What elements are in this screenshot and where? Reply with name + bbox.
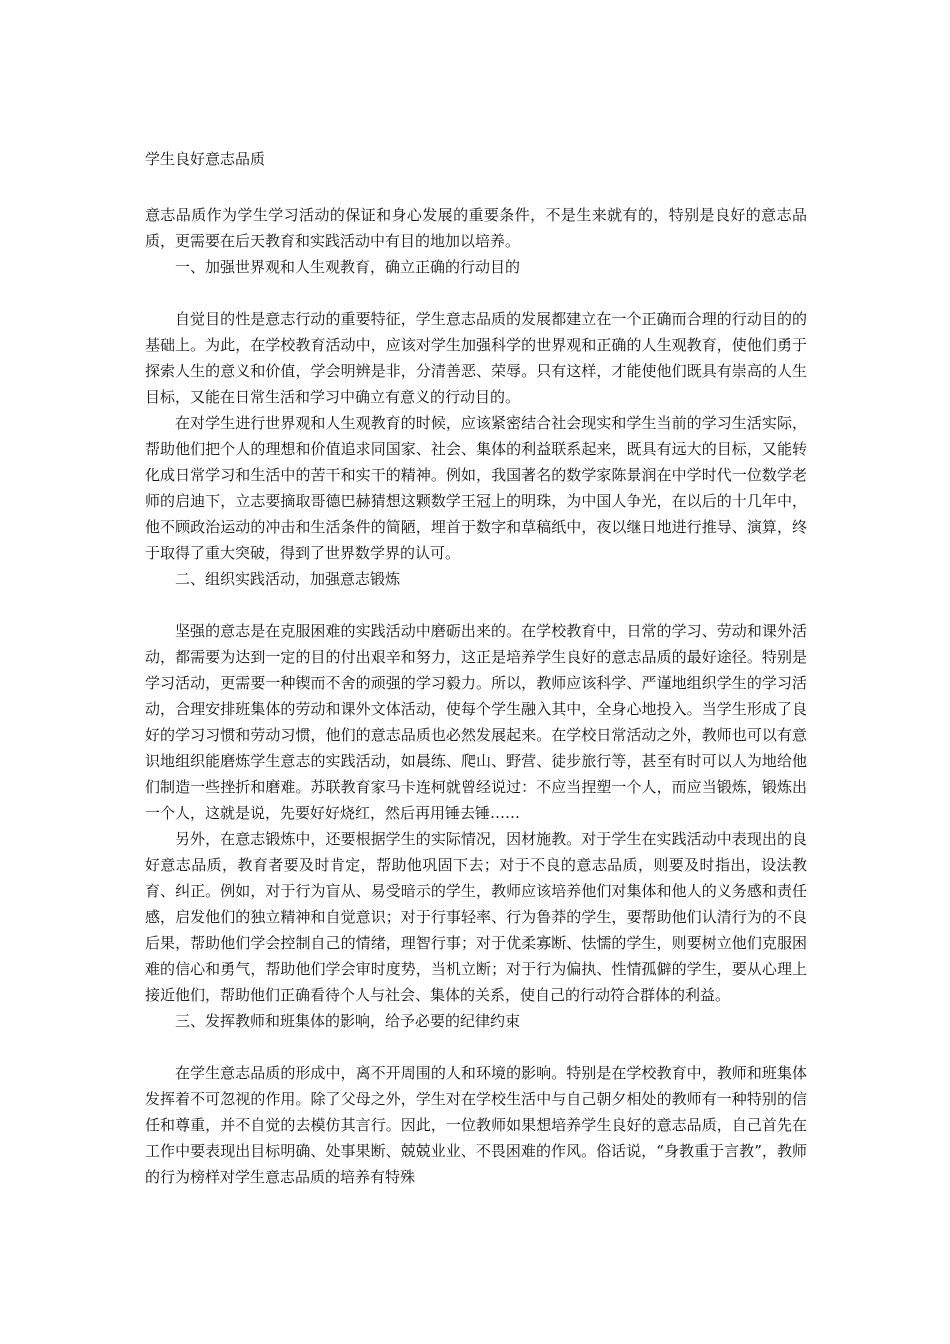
section-heading-2: 二、组织实践活动，加强意志锻炼	[175, 570, 401, 588]
paragraph: 坚强的意志是在克服困难的实践活动中磨砺出来的。在学校教育中，日常的学习、劳动和课外活动，都需要为达到一定的目的付出艰辛和努力，这正是培养学生良好的意志品质的最好途径。特别是学习活动，更需要一种锲而不舍的顽强的学习毅力。所以，教师应该科学、严谨地组织学生的学习活动，合理安排班集体的劳动和课外文体活动，使每个学生融入其中，全身心地投入。当学生形成了良好的学习习惯和劳动习惯，他们的意志品质也必然发展起来。在学校日常活动之外，教师也可以有意识地组织能磨炼学生意志的实践活动，如晨练、爬山、野营、徒步旅行等，甚至有时可以人为地给他们制造一些挫折和磨难。苏联教育家马卡连柯就曾经说过：不应当捏塑一个人，而应当锻炼，锻炼出一个人，这就是说，先要好好烧红，然后再用锤去锤……	[145, 622, 807, 822]
paragraph-intro: 意志品质作为学生学习活动的保证和身心发展的重要条件，不是生来就有的，特别是良好的意志品质，更需要在后天教育和实践活动中有目的地加以培养。	[145, 206, 807, 250]
paragraph: 自觉目的性是意志行动的重要特征，学生意志品质的发展都建立在一个正确而合理的行动目的的基础上。为此，在学校教育活动中，应该对学生加强科学的世界观和正确的人生观教育，使他们勇于探索人生的意义和价值，学会明辨是非，分清善恶、荣辱。只有这样，才能使他们既具有崇高的人生目标，又能在日常生活和学习中确立有意义的行动目的。	[145, 310, 807, 406]
paragraph: 在学生意志品质的形成中，离不开周围的人和环境的影响。特别是在学校教育中，教师和班集体发挥着不可忽视的作用。除了父母之外，学生对在学校生活中与自己朝夕相处的教师有一种特别的信任和尊重，并不自觉的去模仿其言行。因此，一位教师如果想培养学生良好的意志品质，自己首先在工作中要表现出目标明确、处事果断、兢兢业业、不畏困难的作风。俗话说，“身教重于言教”，教师的行为榜样对学生意志品质的培养有特殊	[145, 1064, 807, 1186]
paragraph: 在对学生进行世界观和人生观教育的时候，应该紧密结合社会现实和学生当前的学习生活实际，帮助他们把个人的理想和价值追求同国家、社会、集体的利益联系起来，既具有远大的目标，又能转化成日常学习和生活中的苦干和实干的精神。例如，我国著名的数学家陈景润在中学时代一位数学老师的启迪下，立志要摘取哥德巴赫猜想这颗数学王冠上的明珠，为中国人争光，在以后的十几年中，他不顾政治运动的冲击和生活条件的简陋，埋首于数字和草稿纸中，夜以继日地进行推导、演算，终于取得了重大突破，得到了世界数学界的认可。	[145, 414, 807, 562]
section-heading-1: 一、加强世界观和人生观教育，确立正确的行动目的	[175, 258, 521, 276]
section-heading-3: 三、发挥教师和班集体的影响，给予必要的纪律约束	[175, 1012, 521, 1030]
paragraph: 另外，在意志锻炼中，还要根据学生的实际情况，因材施教。对于学生在实践活动中表现出的良好意志品质，教育者要及时肯定，帮助他巩固下去；对于不良的意志品质，则要及时指出，设法教育、纠正。例如，对于行为盲从、易受暗示的学生，教师应该培养他们对集体和他人的义务感和责任感，启发他们的独立精神和自觉意识；对于行事轻率、行为鲁莽的学生，要帮助他们认清行为的不良后果，帮助他们学会控制自己的情绪，理智行事；对于优柔寡断、怯懦的学生，则要树立他们克服困难的信心和勇气，帮助他们学会审时度势，当机立断；对于行为偏执、性情孤僻的学生，要从心理上接近他们，帮助他们正确看待个人与社会、集体的关系，使自己的行动符合群体的利益。	[145, 830, 807, 1004]
document-body	[145, 202, 807, 1190]
document-title: 学生良好意志品质	[145, 150, 266, 168]
